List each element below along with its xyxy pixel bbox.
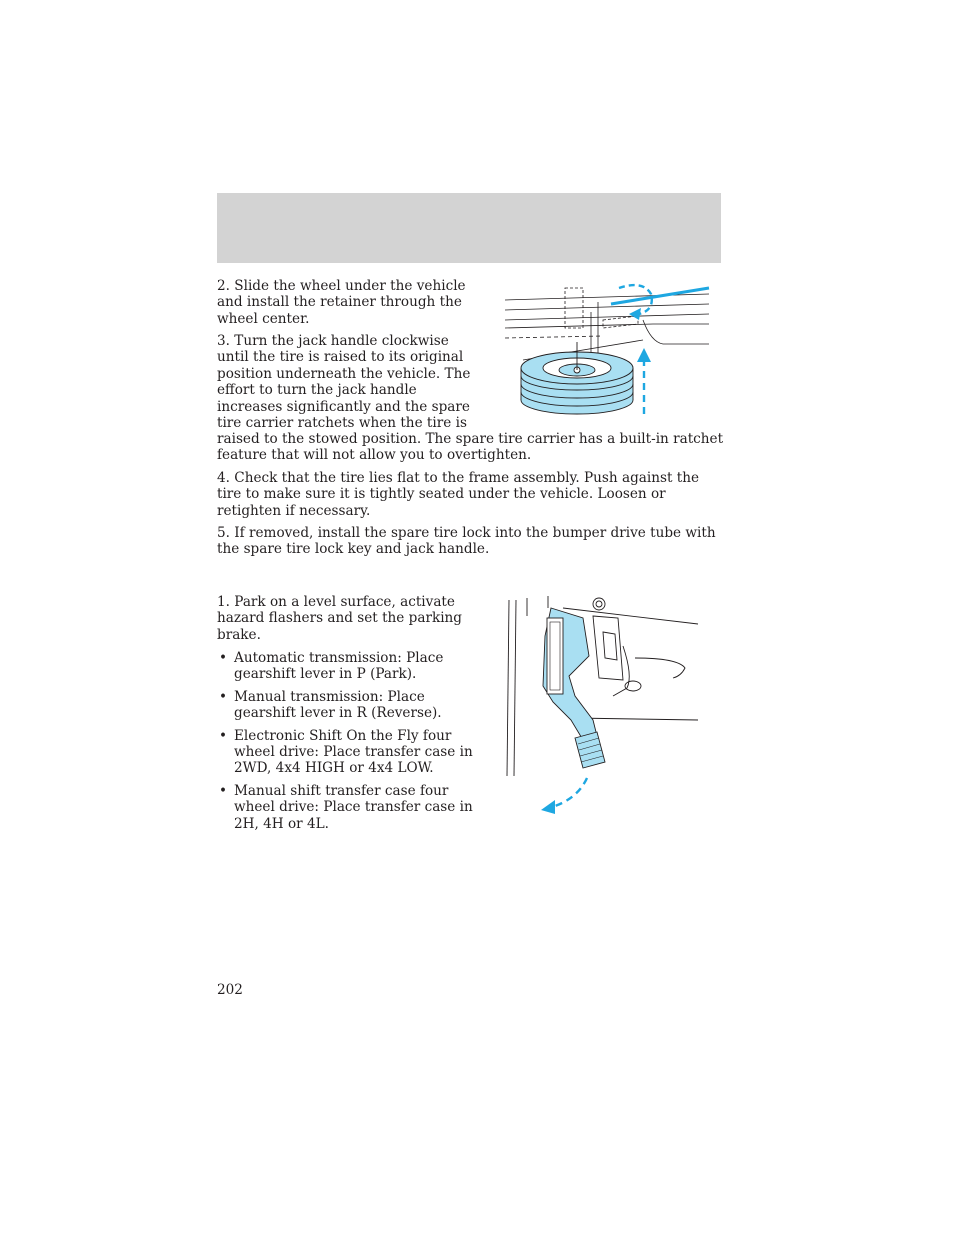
page-number: 202	[217, 982, 243, 998]
list-item	[217, 650, 479, 683]
step-3-continued-text: raised to the stowed position. The spare tire carrier has a built-in ratchet feature that will not allow you to overtighten.	[217, 431, 724, 464]
bullet-text: Automatic transmission: Place gearshift lever in P (Park).	[234, 650, 444, 683]
spare-tire-illustration	[503, 282, 711, 420]
parking-brake-pedal-illustration	[503, 596, 703, 816]
step-4-text: 4. Check that the tire lies flat to the frame assembly. Push against the tire to make sure it is tightly seated under the vehicle. Loosen or retighten if necessary.	[217, 470, 700, 519]
list-item	[217, 783, 479, 832]
step-5-text: 5. If removed, install the spare tire lock into the bumper drive tube with the spare tire lock key and jack handle.	[217, 525, 716, 558]
bullet-icon: •	[219, 650, 228, 666]
bullet-text: Electronic Shift On the Fly four wheel drive: Place transfer case in 2WD, 4x4 HIGH or 4x4 LOW.	[234, 727, 473, 777]
list-item	[217, 728, 479, 777]
section-header-band	[217, 193, 721, 263]
list-item	[217, 689, 479, 722]
bullet-icon: •	[219, 782, 228, 799]
step-3-text: 3. Turn the jack handle clockwise until the tire is raised to its original position underneath the vehicle. The effort to turn the jack handle increases significantly and the spare tire carrier ratchets when the tire is	[217, 333, 471, 432]
park-step-text: 1. Park on a level surface, activate hazard flashers and set the parking brake.	[217, 594, 463, 643]
bullet-icon: •	[219, 688, 228, 705]
bullet-text: Manual shift transfer case four wheel drive: Place transfer case in 2H, 4H or 4L.	[234, 782, 473, 832]
bullet-text: Manual transmission: Place gearshift lever in R (Reverse).	[234, 688, 442, 722]
step-2-text: 2. Slide the wheel under the vehicle and install the retainer through the wheel center.	[217, 278, 466, 327]
bullet-icon: •	[219, 727, 228, 744]
transmission-bullet-list	[217, 650, 479, 838]
